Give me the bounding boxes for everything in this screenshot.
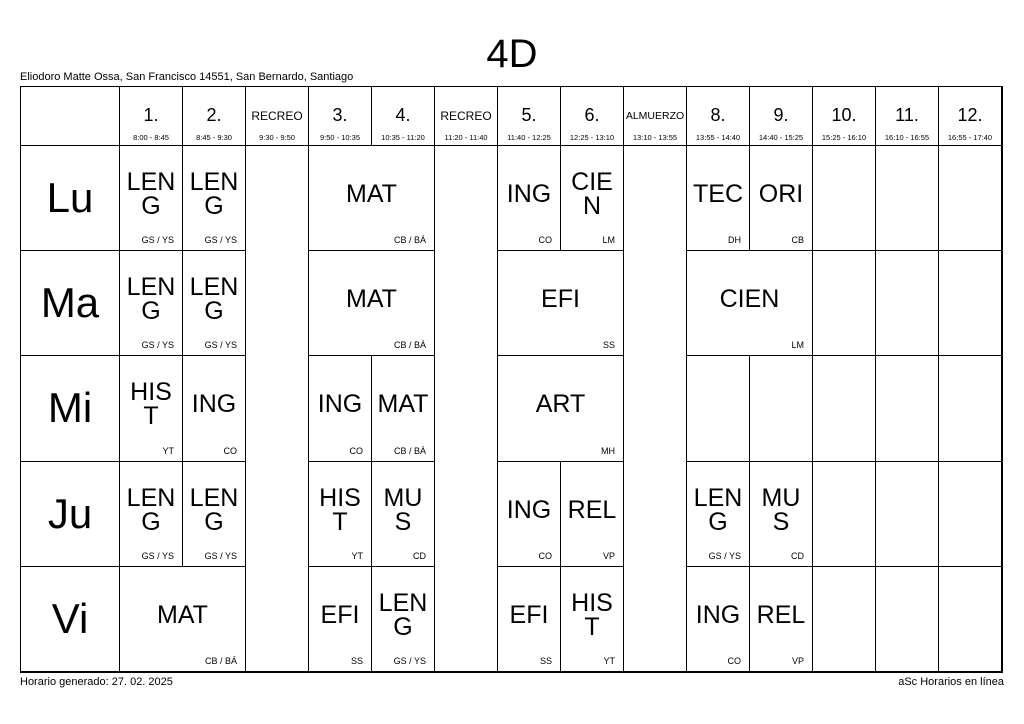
subject-label bbox=[311, 600, 369, 629]
subject-label bbox=[122, 378, 180, 431]
teacher-code: GS / YS bbox=[141, 235, 174, 246]
teacher-code: GS / YS bbox=[708, 550, 741, 561]
subject-label bbox=[500, 600, 558, 629]
subject-line: ORI bbox=[758, 179, 804, 208]
subject-line: G bbox=[204, 507, 224, 536]
lesson-cell bbox=[750, 567, 813, 672]
lesson-cell bbox=[372, 567, 435, 672]
empty-slot bbox=[813, 146, 876, 251]
period-header bbox=[561, 87, 624, 146]
subject-line: G bbox=[141, 191, 161, 220]
subject-line: G bbox=[204, 191, 224, 220]
empty-slot bbox=[939, 146, 1002, 251]
subject-line: CIEN bbox=[719, 285, 780, 314]
lesson-cell bbox=[561, 567, 624, 672]
subject-line: LEN bbox=[189, 167, 239, 196]
teacher-code: GS / YS bbox=[204, 550, 237, 561]
subject-line: S bbox=[394, 507, 412, 536]
subject-line: MU bbox=[383, 483, 423, 512]
period-time: 15:25 - 16:10 bbox=[821, 133, 867, 142]
lesson-cell bbox=[687, 146, 750, 251]
subject-line: G bbox=[204, 297, 224, 326]
subject-line: G bbox=[141, 507, 161, 536]
subject-line: LEN bbox=[189, 483, 239, 512]
empty-slot bbox=[246, 251, 309, 356]
empty-slot bbox=[435, 251, 498, 356]
subject-label bbox=[311, 483, 369, 536]
lesson-cell bbox=[687, 462, 750, 567]
empty-slot bbox=[876, 567, 939, 672]
period-header bbox=[750, 87, 813, 146]
day-label-cell bbox=[21, 567, 120, 672]
period-label: 2. bbox=[206, 105, 222, 125]
period-label: 12. bbox=[957, 105, 983, 125]
teacher-code: YT bbox=[162, 445, 174, 456]
subject-label bbox=[500, 390, 621, 419]
period-header bbox=[120, 87, 183, 146]
teacher-code: CB / BÁ bbox=[393, 340, 426, 351]
empty-slot bbox=[624, 251, 687, 356]
subject-line: REL bbox=[756, 600, 806, 629]
lesson-cell bbox=[498, 146, 561, 251]
empty-slot bbox=[939, 462, 1002, 567]
lesson-cell bbox=[309, 567, 372, 672]
teacher-code: CO bbox=[538, 550, 552, 561]
teacher-code: GS / YS bbox=[204, 235, 237, 246]
period-label: RECREO bbox=[251, 109, 303, 123]
period-time: 9:30 - 9:50 bbox=[259, 133, 295, 142]
empty-slot bbox=[939, 356, 1002, 461]
period-header bbox=[372, 87, 435, 146]
lesson-cell bbox=[372, 462, 435, 567]
period-label: 8. bbox=[710, 105, 726, 125]
lesson-cell bbox=[309, 251, 435, 356]
subject-line: HIS bbox=[571, 588, 613, 617]
subject-line: ART bbox=[535, 390, 586, 419]
period-time: 8:45 - 9:30 bbox=[196, 133, 232, 142]
subject-line: LEN bbox=[378, 588, 428, 617]
subject-label bbox=[563, 495, 621, 524]
empty-slot bbox=[687, 356, 750, 461]
teacher-code: MH bbox=[601, 445, 615, 456]
subject-label bbox=[500, 285, 621, 314]
empty-slot bbox=[813, 567, 876, 672]
empty-slot bbox=[813, 462, 876, 567]
lesson-cell bbox=[498, 462, 561, 567]
teacher-code: CO bbox=[538, 235, 552, 246]
subject-line: LEN bbox=[189, 273, 239, 302]
period-header bbox=[309, 87, 372, 146]
lesson-cell bbox=[561, 146, 624, 251]
subject-label bbox=[122, 273, 180, 326]
empty-slot bbox=[750, 356, 813, 461]
subject-line: MAT bbox=[346, 179, 397, 208]
period-header bbox=[435, 87, 498, 146]
period-time: 11:40 - 12:25 bbox=[507, 133, 551, 142]
subject-line: ING bbox=[506, 495, 552, 524]
teacher-code: SS bbox=[602, 340, 615, 351]
lesson-cell bbox=[183, 146, 246, 251]
day-label-cell bbox=[21, 251, 120, 356]
subject-label bbox=[563, 167, 621, 220]
empty-slot bbox=[624, 567, 687, 672]
period-header bbox=[813, 87, 876, 146]
empty-slot bbox=[435, 356, 498, 461]
period-time: 12:25 - 13:10 bbox=[569, 133, 615, 142]
corner-cell bbox=[21, 87, 120, 146]
empty-slot bbox=[624, 356, 687, 461]
subject-line: HIS bbox=[130, 378, 172, 407]
empty-slot bbox=[939, 251, 1002, 356]
lesson-cell bbox=[561, 462, 624, 567]
subject-label bbox=[185, 483, 243, 536]
subject-label bbox=[185, 167, 243, 220]
day-label: Ju bbox=[47, 489, 93, 537]
subject-label bbox=[122, 483, 180, 536]
empty-slot bbox=[813, 251, 876, 356]
teacher-code: GS / YS bbox=[141, 550, 174, 561]
empty-slot bbox=[624, 146, 687, 251]
subject-line: LEN bbox=[126, 483, 176, 512]
subject-label bbox=[563, 588, 621, 641]
subject-label bbox=[752, 483, 810, 536]
day-label: Lu bbox=[46, 174, 94, 222]
day-label: Vi bbox=[51, 594, 89, 642]
subject-label bbox=[689, 600, 747, 629]
subject-line: LEN bbox=[126, 273, 176, 302]
teacher-code: CD bbox=[791, 550, 804, 561]
teacher-code: YT bbox=[603, 655, 615, 666]
empty-slot bbox=[435, 146, 498, 251]
timetable-grid bbox=[20, 86, 1003, 673]
school-address: Eliodoro Matte Ossa, San Francisco 14551, San Bernardo, Santiago bbox=[20, 71, 354, 83]
empty-slot bbox=[246, 567, 309, 672]
period-label: 9. bbox=[773, 105, 789, 125]
teacher-code: GS / YS bbox=[141, 340, 174, 351]
subject-label bbox=[185, 273, 243, 326]
subject-label bbox=[500, 179, 558, 208]
subject-line: MAT bbox=[157, 600, 208, 629]
subject-line: LEN bbox=[693, 483, 743, 512]
period-time: 10:35 - 11:20 bbox=[381, 133, 425, 142]
teacher-code: CB / BÁ bbox=[393, 445, 426, 456]
subject-line: G bbox=[141, 297, 161, 326]
subject-line: TEC bbox=[693, 179, 743, 208]
lesson-cell bbox=[498, 567, 561, 672]
lesson-cell bbox=[750, 146, 813, 251]
subject-label bbox=[311, 179, 432, 208]
subject-line: EFI bbox=[320, 600, 360, 629]
period-time: 16:10 - 16:55 bbox=[884, 133, 930, 142]
lesson-cell bbox=[183, 251, 246, 356]
period-header bbox=[624, 87, 687, 146]
teacher-code: VP bbox=[791, 655, 804, 666]
period-label: 11. bbox=[895, 105, 919, 125]
period-time: 13:10 - 13:55 bbox=[632, 133, 678, 142]
period-header bbox=[687, 87, 750, 146]
teacher-code: CO bbox=[349, 445, 363, 456]
period-time: 9:50 - 10:35 bbox=[319, 133, 361, 142]
period-label: 10. bbox=[831, 105, 857, 125]
empty-slot bbox=[876, 462, 939, 567]
generated-date: Horario generado: 27. 02. 2025 bbox=[20, 676, 173, 688]
subject-line: MAT bbox=[346, 285, 397, 314]
period-header bbox=[183, 87, 246, 146]
subject-line: ING bbox=[317, 390, 363, 419]
period-header bbox=[939, 87, 1002, 146]
period-label: 4. bbox=[395, 105, 411, 125]
lesson-cell bbox=[498, 251, 624, 356]
teacher-code: CD bbox=[413, 550, 426, 561]
lesson-cell bbox=[120, 251, 183, 356]
period-time: 11:20 - 11:40 bbox=[444, 133, 488, 142]
subject-line: T bbox=[332, 507, 348, 536]
empty-slot bbox=[876, 356, 939, 461]
lesson-cell bbox=[750, 462, 813, 567]
teacher-code: CO bbox=[223, 445, 237, 456]
lesson-cell bbox=[687, 251, 813, 356]
period-time: 16:55 - 17:40 bbox=[947, 133, 993, 142]
subject-label bbox=[689, 285, 810, 314]
subject-label bbox=[374, 390, 432, 419]
period-header bbox=[498, 87, 561, 146]
lesson-cell bbox=[309, 356, 372, 461]
lesson-cell bbox=[120, 567, 246, 672]
subject-line: HIS bbox=[319, 483, 361, 512]
lesson-cell bbox=[183, 462, 246, 567]
empty-slot bbox=[246, 146, 309, 251]
brand-footer: aSc Horarios en línea bbox=[898, 676, 1004, 688]
subject-line: MAT bbox=[377, 390, 429, 419]
subject-line: T bbox=[143, 402, 159, 431]
teacher-code: VP bbox=[602, 550, 615, 561]
teacher-code: CB / BÁ bbox=[393, 235, 426, 246]
period-time: 14:40 - 15:25 bbox=[758, 133, 804, 142]
subject-label bbox=[752, 179, 810, 208]
lesson-cell bbox=[120, 356, 183, 461]
subject-label bbox=[311, 390, 369, 419]
empty-slot bbox=[813, 356, 876, 461]
empty-slot bbox=[435, 462, 498, 567]
subject-label bbox=[500, 495, 558, 524]
subject-line: ING bbox=[695, 600, 741, 629]
subject-line: MU bbox=[761, 483, 801, 512]
subject-line: CIE bbox=[571, 167, 613, 196]
empty-slot bbox=[624, 462, 687, 567]
day-label-cell bbox=[21, 462, 120, 567]
subject-label bbox=[311, 285, 432, 314]
period-label: ALMUERZO bbox=[625, 110, 685, 122]
period-header bbox=[876, 87, 939, 146]
teacher-code: LM bbox=[791, 340, 804, 351]
lesson-cell bbox=[309, 146, 435, 251]
empty-slot bbox=[246, 356, 309, 461]
period-label: 1. bbox=[143, 105, 159, 125]
day-label: Ma bbox=[40, 279, 100, 327]
teacher-code: DH bbox=[728, 235, 741, 246]
teacher-code: SS bbox=[350, 655, 363, 666]
teacher-code: GS / YS bbox=[204, 340, 237, 351]
teacher-code: SS bbox=[539, 655, 552, 666]
lesson-cell bbox=[309, 462, 372, 567]
subject-label bbox=[122, 167, 180, 220]
subject-line: EFI bbox=[509, 600, 549, 629]
lesson-cell bbox=[687, 567, 750, 672]
teacher-code: LM bbox=[602, 235, 615, 246]
subject-line: ING bbox=[191, 390, 237, 419]
subject-label bbox=[689, 483, 747, 536]
period-time: 8:00 - 8:45 bbox=[133, 133, 169, 142]
period-label: 6. bbox=[584, 105, 600, 125]
empty-slot bbox=[246, 462, 309, 567]
subject-label bbox=[122, 600, 243, 629]
subject-line: N bbox=[582, 191, 602, 220]
period-label: 3. bbox=[332, 105, 348, 125]
lesson-cell bbox=[183, 356, 246, 461]
subject-line: G bbox=[393, 612, 413, 641]
lesson-cell bbox=[372, 356, 435, 461]
period-label: 5. bbox=[521, 105, 537, 125]
subject-label bbox=[752, 600, 810, 629]
subject-label bbox=[689, 179, 747, 208]
subject-line: EFI bbox=[541, 285, 580, 314]
empty-slot bbox=[435, 567, 498, 672]
page-title: 4D bbox=[486, 32, 538, 76]
subject-line: G bbox=[708, 507, 728, 536]
teacher-code: CO bbox=[727, 655, 741, 666]
subject-line: ING bbox=[506, 179, 552, 208]
teacher-code: YT bbox=[351, 550, 363, 561]
subject-line: REL bbox=[567, 495, 617, 524]
period-header bbox=[246, 87, 309, 146]
subject-line: T bbox=[584, 612, 600, 641]
lesson-cell bbox=[498, 356, 624, 461]
day-label-cell bbox=[21, 146, 120, 251]
subject-line: LEN bbox=[126, 167, 176, 196]
day-label: Mi bbox=[47, 384, 93, 432]
teacher-code: GS / YS bbox=[393, 655, 426, 666]
teacher-code: CB / BÁ bbox=[204, 655, 237, 666]
lesson-cell bbox=[120, 462, 183, 567]
period-time: 13:55 - 14:40 bbox=[695, 133, 741, 142]
subject-label bbox=[185, 390, 243, 419]
teacher-code: CB bbox=[791, 235, 804, 246]
subject-label bbox=[374, 588, 432, 641]
subject-label bbox=[374, 483, 432, 536]
empty-slot bbox=[939, 567, 1002, 672]
day-label-cell bbox=[21, 356, 120, 461]
period-label: RECREO bbox=[440, 109, 492, 123]
empty-slot bbox=[876, 251, 939, 356]
empty-slot bbox=[876, 146, 939, 251]
subject-line: S bbox=[772, 507, 790, 536]
lesson-cell bbox=[120, 146, 183, 251]
